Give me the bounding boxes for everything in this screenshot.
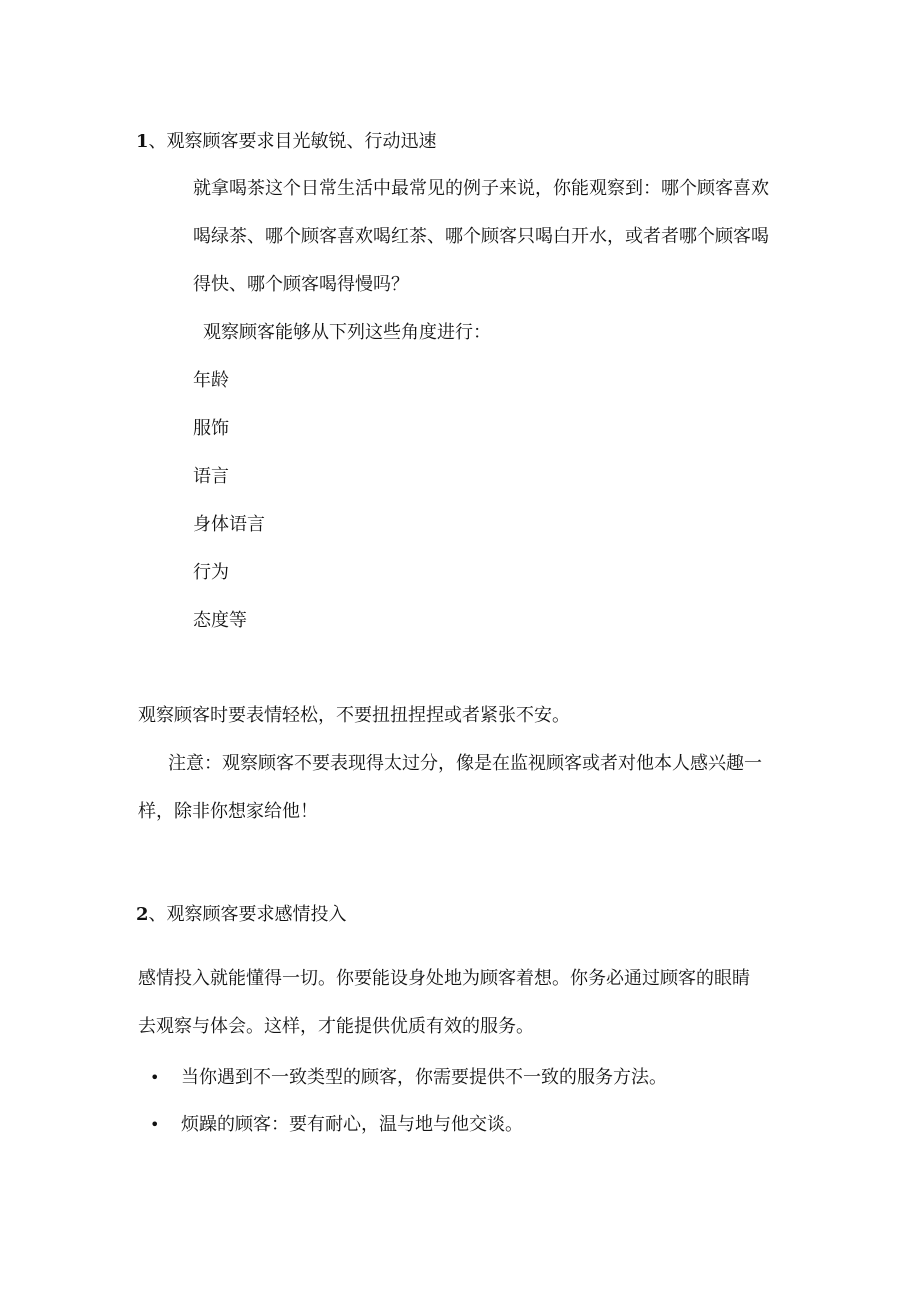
section1-intro-line-2: 喝绿茶、哪个顾客喜欢喝红茶、哪个顾客只喝白开水，或者者哪个顾客喝 <box>193 226 769 247</box>
relax-note: 观察顾客时要表情轻松，不要扭扭捏捏或者紧张不安。 <box>138 705 570 726</box>
section1-heading <box>136 130 437 154</box>
angle-item-attitude: 态度等 <box>193 610 247 631</box>
attention-line-2: 样，除非你想家给他！ <box>138 801 318 822</box>
section1-intro-line-1: 就拿喝茶这个日常生活中最常见的例子来说，你能观察到：哪个顾客喜欢 <box>193 178 769 199</box>
bullet-1-marker: • <box>150 1068 160 1087</box>
section2-heading <box>136 903 347 927</box>
angle-item-body-language: 身体语言 <box>193 514 265 535</box>
angles-intro: 观察顾客能够从下列这些角度进行： <box>203 322 491 343</box>
angle-item-age: 年龄 <box>193 370 229 391</box>
section2-body-line-2: 去观察与体会。这样，才能提供优质有效的服务。 <box>138 1016 534 1037</box>
angle-item-behavior: 行为 <box>193 562 229 583</box>
angle-item-clothing: 服饰 <box>193 418 229 439</box>
section2-title: 、观察顾客要求感情投入 <box>148 904 347 925</box>
section2-number: 2 <box>136 904 149 925</box>
section1-title: 、观察顾客要求目光敏锐、行动迅速 <box>148 131 437 152</box>
section2-body-line-1: 感情投入就能懂得一切。你要能设身处地为顾客着想。你务必通过顾客的眼睛 <box>138 968 750 989</box>
bullet-2-marker: • <box>150 1115 160 1134</box>
bullet-1-text: 当你遇到不一致类型的顾客，你需要提供不一致的服务方法。 <box>181 1067 667 1088</box>
angle-item-language: 语言 <box>193 466 229 487</box>
section1-intro-line-3: 得快、哪个顾客喝得慢吗？ <box>193 274 409 295</box>
section1-number: 1 <box>136 131 149 152</box>
attention-line-1: 注意：观察顾客不要表现得太过分，像是在监视顾客或者对他本人感兴趣一 <box>168 753 762 774</box>
bullet-2-text: 烦躁的顾客：要有耐心，温与地与他交谈。 <box>181 1114 523 1135</box>
